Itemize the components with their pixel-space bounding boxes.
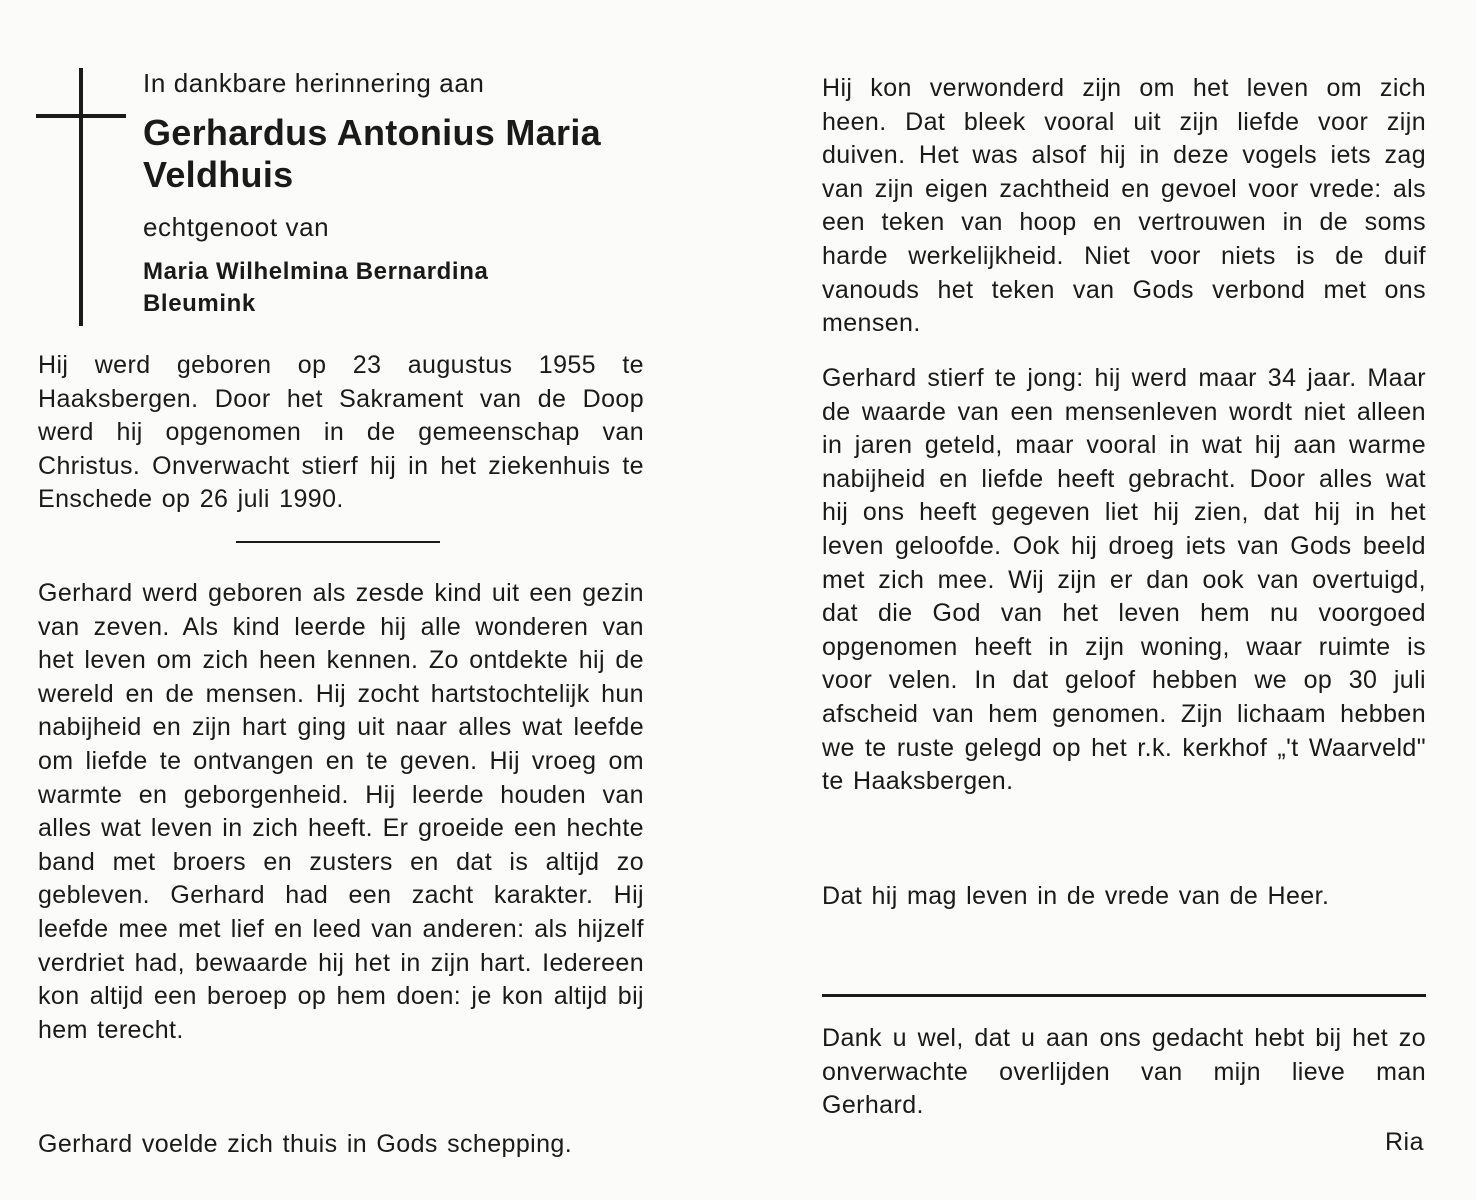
spouse-label: echtgenoot van (143, 212, 330, 242)
right-page (738, 0, 1476, 1200)
birth-paragraph: Hij werd geboren op 23 augustus 1955 te Haaksbergen. Door het Sakrament van de Doop werd hij opgenomen in de gemeenschap van Christus. Onverwacht stierf hij in het ziekenhuis te Enschede op 26 juli 1990. (38, 351, 644, 514)
life-paragraph: Gerhard werd geboren als zesde kind uit een gezin van zeven. Als kind leerde hij alle wonderen van het leven om zich heen kennen. Zo ontdekte hij de wereld en de mensen. Hij zocht hartstochtelijk hun nabijheid en zijn hart ging uit naar alles wat leefde om liefde te ontvangen en te geven. Hij vroeg om warmte en geborgenheid. Hij leerde houden van alles wat leven in zich heeft. Er groeide een hechte band met broers en zusters en dat is altijd zo gebleven. Gerhard had een zacht karakter. Hij leefde mee met lief en leed van anderen: als hijzelf verdriet had, bewaarde hij het in zijn hart. Iedereen kon altijd een beroep op hem doen: je kon altijd bij hem terecht. (38, 579, 644, 1044)
closing-line: Gerhard voelde zich thuis in Gods schepping. (38, 1130, 573, 1158)
doves-paragraph: Hij kon verwonderd zijn om het leven om zich heen. Dat bleek vooral uit zijn liefde voor zijn duiven. Het was alsof hij in deze vogels iets zag van zijn eigen zachtheid en gevoel voor vrede: als een teken van hoop en vertrouwen in de soms harde werkelijkheid. Niet voor niets is de duif vanouds het teken van Gods verbond met ons mensen. (822, 74, 1426, 338)
deceased-name: Gerhardus Antonius Maria Veldhuis (143, 112, 601, 195)
spouse-name: Maria Wilhelmina Bernardina Bleumink (143, 258, 489, 317)
prayer-line: Dat hij mag leven in de vrede van de Heer. (822, 882, 1330, 910)
divider (822, 994, 1426, 997)
thanks-paragraph: Dank u wel, dat u aan ons gedacht hebt bij het zo onverwachte overlijden van mijn lieve man Gerhard. (822, 1024, 1426, 1120)
signature: Ria (1384, 1128, 1424, 1156)
death-paragraph: Gerhard stierf te jong: hij werd maar 34 jaar. Maar de waarde van een mensenleven wordt niet alleen in jaren geteld, maar vooral in wat hij aan warme nabijheid en liefde heeft gebracht. Door alles wat hij ons heeft gegeven liet hij zien, dat hij in het leven geloofde. Ook hij droeg iets van Gods beeld met zich mee. Wij zijn er dan ook van overtuigd, dat die God van het leven hem nu voorgoed opgenomen heeft in zijn woning, waar ruimte is voor velen. In dat geloof hebben we op 30 juli afscheid van hem genomen. Zijn lichaam hebben we te ruste gelegd op het r.k. kerkhof „'t Waarveld" te Haaksbergen. (822, 364, 1426, 796)
divider (236, 541, 440, 543)
cross-icon-bar (36, 114, 126, 118)
intro-line: In dankbare herinnering aan (143, 68, 485, 98)
cross-icon (79, 68, 83, 326)
